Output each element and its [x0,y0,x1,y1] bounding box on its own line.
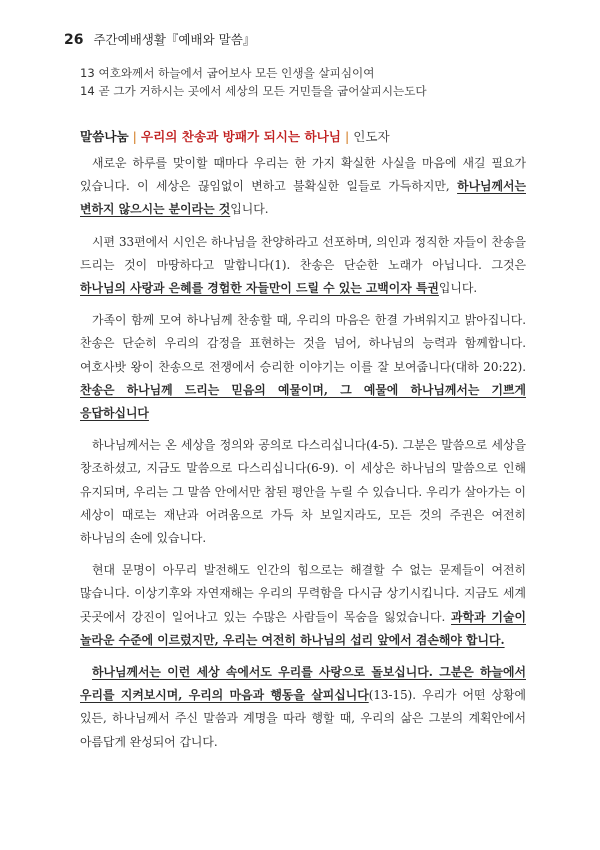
emphasis-text: 과학과 기술이 놀라운 수준에 이르렀지만, 우리는 여전히 하나님의 섭리 앞에서 겸손해야 합니다. [80,609,526,647]
page-number: 26 [64,32,84,48]
book-title: 주간예배생활『예배와 말씀』 [93,32,256,47]
paragraph-text: 현대 문명이 아무리 발전해도 인간의 힘으로는 해결할 수 없는 문제들이 여전히 많습니다. 이상기후와 자연재해는 우리의 무력함을 다시금 상기시킵니다. 지금도 세계 곳곳에서 강진이 일어나고 있는 수많은 사람들이 목숨을 잃었습니다. [80,563,526,624]
scripture-verses [80,64,520,100]
paragraph-text: 입니다. [438,281,478,296]
paragraph-text: 시편 33편에서 시인은 하나님을 찬양하라고 선포하며, 의인과 정직한 자들이 찬송을 드리는 것이 마땅하다고 말합니다(1). 찬송은 단순한 노래가 아닙니다. 그것은 [80,234,526,272]
emphasis-text: 찬송은 하나님께 드리는 믿음의 예물이며, 그 예물에 하나님께서는 기쁘게 응답하십니다 [80,382,526,421]
paragraph-3 [80,309,526,425]
paragraph-2 [80,231,526,301]
section-title: 우리의 찬송과 방패가 되시는 하나님 [140,129,341,144]
paragraph-text: 하나님께서는 온 세상을 정의와 공의로 다스리십니다(4-5). 그분은 말씀으로 세상을 창조하셨고, 지금도 말씀으로 다스리십니다(6-9). 이 세상은 하나님의 말씀으로 인해 유지되며, 우리는 그 말씀 안에서만 참된 평안을 누릴 수 있습니다. 우리가 살아가는 이 세상이 때로는 재난과 어려움으로 가득 차 보일지라도, 모든 것의 주권은 여전히 하나님의 손에 있습니다. [80,438,526,546]
paragraph-4 [80,434,526,550]
sermon-body [80,152,526,763]
paragraph-text: 새로운 하루를 맞이할 때마다 우리는 한 가지 확실한 사실을 마음에 새길 필요가 있습니다. 이 세상은 끊임없이 변하고 불확실한 일들로 가득하지만, [80,156,526,194]
paragraph-text: 가족이 함께 모여 하나님께 찬송할 때, 우리의 마음은 한결 가벼워지고 밝아집니다. 찬송은 단순히 우리의 감정을 표현하는 것을 넘어, 하나님의 능력과 함께합니다. 여호사밧 왕이 찬송으로 전쟁에서 승리한 이야기는 이를 잘 보여줍니다(대하 20:22). [80,313,526,374]
paragraph-6 [80,661,526,754]
paragraph-5 [80,559,526,652]
separator-1: | [132,129,137,144]
paragraph-1 [80,152,526,222]
page-header [64,30,255,48]
section-author: 인도자 [353,129,390,144]
section-heading [80,126,390,145]
emphasis-text: 하나님께서는 이런 세상 속에서도 우리를 사랑으로 돌보십니다. 그분은 하늘에서 우리를 지켜보시며, 우리의 마음과 행동을 살피십니다 [80,665,526,703]
section-label: 말씀나눔 [80,129,129,144]
paragraph-text: 입니다. [230,202,269,217]
separator-2: | [344,129,350,144]
emphasis-text: 하나님께서는 변하지 않으시는 분이라는 것 [80,179,526,217]
emphasis-text: 하나님의 사랑과 은혜를 경험한 자들만이 드릴 수 있는 고백이자 특권 [80,281,439,296]
verse-13: 13 여호와께서 하늘에서 굽어보사 모든 인생을 살피심이여 [80,66,375,80]
verse-14: 14 곧 그가 거하시는 곳에서 세상의 모든 거민들을 굽어살피시는도다 [80,84,427,98]
paragraph-text: (13-15). 우리가 어떤 상황에 있든, 하나님께서 주신 말씀과 계명을 따라 행할 때, 우리의 삶은 그분의 계획안에서 아름답게 완성되어 갑니다. [80,688,526,749]
